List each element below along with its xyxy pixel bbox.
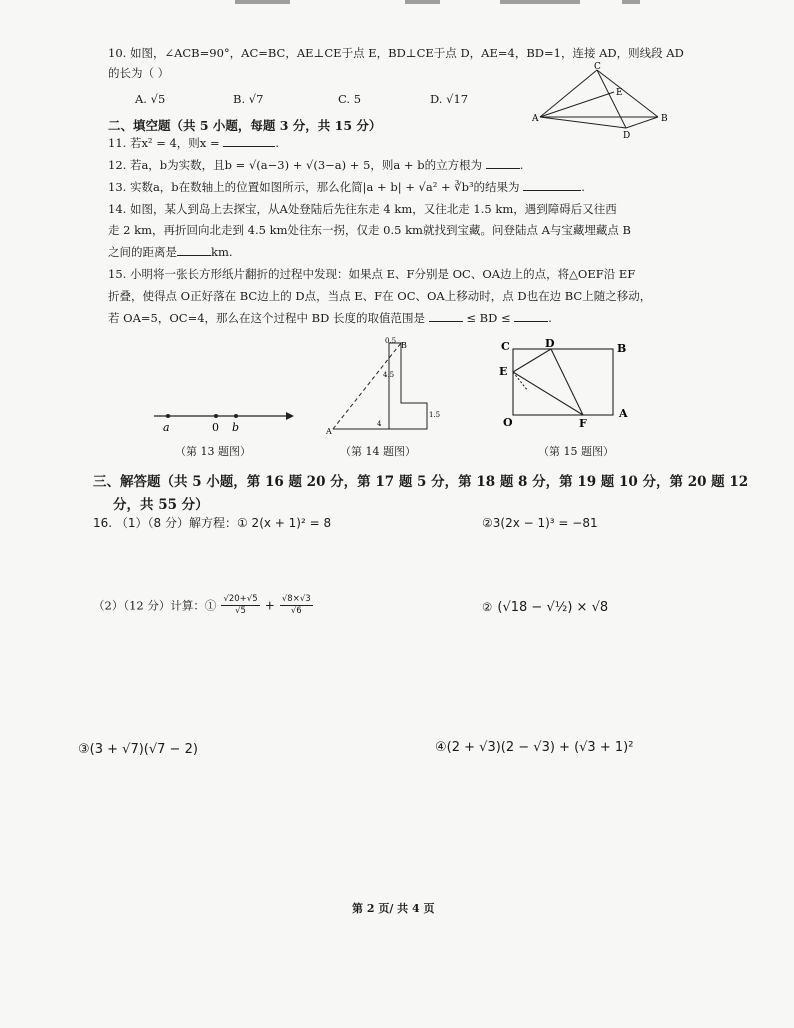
q11-text: 11. 若x² = 4，则x = — [108, 136, 220, 150]
q15-figure — [495, 335, 645, 435]
q10-option-a: A. √5 — [135, 92, 166, 106]
q14-line1: 14. 如图，某人到岛上去探宝，从A处登陆后先往东走 4 km，又往北走 1.5 km，遇到障碍后又往西 — [108, 202, 617, 216]
section3-title: 三、解答题（共 5 小题，第 16 题 20 分，第 17 题 5 分，第 18 题 8 分，第 19 题 10 分，第 20 题 12 — [93, 474, 749, 490]
scan-residue — [405, 0, 440, 4]
q10-figure — [530, 62, 680, 142]
q10-label-b: B — [661, 114, 668, 124]
q16-part2-b — [482, 596, 608, 615]
q10-option-d: D. √17 — [430, 92, 469, 106]
section3-title-2: 分，共 55 分） — [113, 497, 209, 513]
q10-label-e: E — [616, 88, 623, 98]
q10-label-a: A — [532, 114, 539, 124]
q16-fraction-2-num: √8×√3 — [281, 594, 311, 604]
q13: 13. 实数a，b在数轴上的位置如图所示，那么化简|a + b| + √a² + ∛b³的结果为 . — [108, 180, 585, 194]
q14-caption: （第 14 题图） — [340, 445, 416, 458]
q12-text: 12. 若a，b为实数，且b = √(a−3) + √(3−a) + 5，则a + b的立方根为 — [108, 158, 483, 172]
q12: 12. 若a，b为实数，且b = √(a−3) + √(3−a) + 5，则a + b的立方根为 . — [108, 158, 524, 172]
q15-text-a: 若 OA=5，OC=4，那么在这个过程中 BD 长度的取值范围是 — [108, 311, 426, 325]
q14-label-right: 1.5 — [429, 411, 441, 419]
q14-line2: 走 2 km，再折回向北走到 4.5 km处往东一拐，仅走 0.5 km就找到宝藏。问登陆点 A与宝藏埋藏点 B — [108, 223, 632, 237]
q16-part2-b-label: ② — [482, 600, 493, 614]
q13-label-b: b — [232, 421, 240, 434]
q14-label-bottom: 4 — [377, 420, 382, 428]
q13-text: 13. 实数a，b在数轴上的位置如图所示，那么化简|a + b| + √a² + ∛b³的结果为 — [108, 180, 520, 194]
q16-expr-3: ③(3 + √7)(√7 − 2) — [78, 742, 198, 757]
q14-line3 — [108, 245, 233, 259]
q14-text-a: 之间的距离是 — [108, 245, 177, 259]
scan-residue — [622, 0, 640, 4]
q11-answer-blank[interactable] — [223, 136, 275, 147]
q16-plus: + — [264, 598, 275, 613]
q15-line3: 若 OA=5，OC=4，那么在这个过程中 BD 长度的取值范围是 ≤ BD ≤ . — [108, 311, 552, 325]
q16-part1: 16. （1）（8 分）解方程：① 2(x + 1)² = 8 — [93, 516, 332, 530]
q10-stem: 10. 如图，∠ACB=90°，AC=BC，AE⊥CE于点 E，BD⊥CE于点 D，AE=4，BD=1，连接 AD，则线段 AD — [108, 46, 684, 60]
q11: 11. 若x² = 4，则x = . — [108, 136, 279, 150]
q16-fraction-2-den: √6 — [290, 606, 302, 616]
scan-residue — [235, 0, 290, 4]
q14-text-b: km. — [211, 245, 233, 259]
q15-text-b: ≤ BD ≤ — [466, 311, 511, 325]
q16-fraction-2 — [280, 594, 313, 617]
q13-number-line — [150, 400, 300, 440]
q15-answer-blank-min[interactable] — [429, 311, 463, 322]
q15-answer-blank-max[interactable] — [514, 311, 548, 322]
q15-line2: 折叠，使得点 O正好落在 BC边上的 D点，当点 E、F在 OC、OA上移动时，点 D也在边 BC上随之移动， — [108, 289, 652, 303]
q10-option-c: C. 5 — [338, 92, 362, 106]
page-footer: 第 2 页/ 共 4 页 — [352, 902, 435, 915]
q15-label-c: C — [501, 340, 510, 353]
q16-fraction-1-den: √5 — [235, 606, 246, 616]
q16-expr-4: ④(2 + √3)(2 − √3) + (√3 + 1)² — [435, 740, 634, 755]
q16-part2 — [93, 594, 313, 617]
q14-label-mid: 4.5 — [383, 371, 395, 379]
q15-label-d: D — [545, 337, 555, 350]
q15-label-b: B — [617, 342, 627, 355]
q10-label-d: D — [623, 131, 631, 141]
q16-part1-b: ②3(2x − 1)³ = −81 — [482, 516, 598, 530]
q15-label-o: O — [503, 416, 513, 429]
q13-caption: （第 13 题图） — [175, 445, 251, 458]
q15-label-f: F — [579, 417, 587, 430]
q12-answer-blank[interactable] — [486, 158, 520, 169]
q15-line1: 15. 小明将一张长方形纸片翻折的过程中发现：如果点 E、F分别是 OC、OA边上的点，将△OEF沿 EF — [108, 267, 636, 281]
q15-caption: （第 15 题图） — [538, 445, 614, 458]
section2-title: 二、填空题（共 5 小题，每题 3 分，共 15 分） — [108, 118, 382, 133]
q15-label-a: A — [619, 407, 628, 420]
q10-label-c: C — [594, 62, 601, 72]
scan-residue — [500, 0, 580, 4]
q13-label-zero: 0 — [212, 421, 219, 434]
q14-figure — [325, 335, 445, 435]
q16-fraction-1-num: √20+√5 — [223, 594, 258, 604]
q16-fraction-1 — [221, 594, 259, 617]
q13-answer-blank[interactable] — [523, 180, 581, 191]
q14-label-b: B — [401, 341, 407, 350]
q10-stem-2: 的长为（ ） — [108, 66, 170, 80]
q14-label-top: 0.5 — [385, 337, 397, 345]
q14-answer-blank[interactable] — [177, 245, 211, 256]
q13-label-a: a — [163, 421, 170, 434]
q16-part2-label: （2）（12 分）计算：① — [93, 598, 217, 613]
q16-expr-2: (√18 − √½) × √8 — [497, 600, 609, 615]
q14-label-a: A — [326, 427, 332, 436]
q10-option-b: B. √7 — [233, 92, 264, 106]
q15-label-e: E — [499, 365, 508, 378]
